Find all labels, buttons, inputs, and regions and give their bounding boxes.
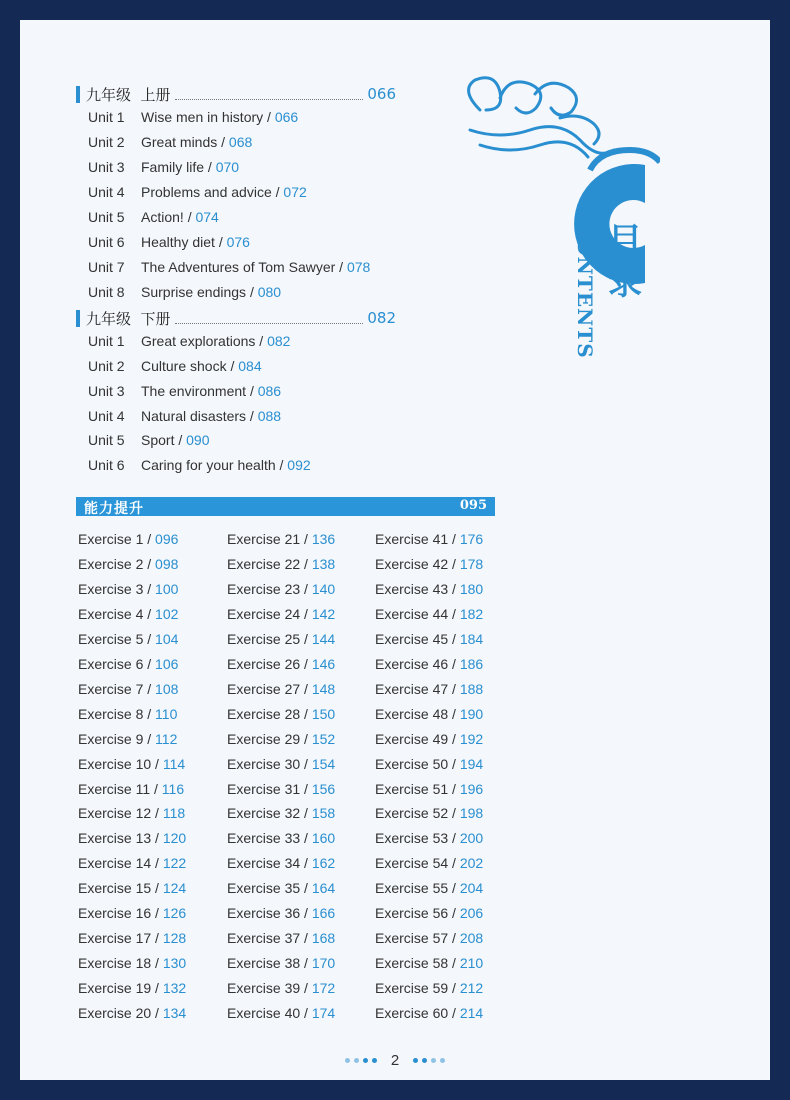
exercise-page: 186: [459, 655, 484, 672]
footer-dot: [440, 1058, 445, 1063]
exercise-page: 174: [311, 1005, 336, 1022]
exercise-page: 180: [459, 580, 484, 597]
unit-title: The environment /: [141, 383, 258, 399]
exercise-page: 120: [162, 830, 187, 847]
exercise-entry[interactable]: [375, 581, 483, 601]
exercise-page: 116: [161, 780, 185, 797]
exercise-page: 134: [162, 1005, 187, 1022]
exercise-entry[interactable]: [227, 805, 335, 825]
exercise-page: 144: [311, 630, 336, 647]
exercise-label: Exercise 51 /: [375, 780, 460, 797]
unit-title: Problems and advice /: [141, 184, 284, 200]
exercise-label: Exercise 40 /: [227, 1005, 312, 1022]
section-title: 九年级 上册: [86, 85, 171, 104]
unit-title: Great minds /: [141, 134, 229, 150]
footer-dot: [431, 1058, 436, 1063]
exercise-label: Exercise 8 /: [78, 705, 156, 722]
exercise-page: 172: [311, 980, 336, 997]
toc-unit-entry[interactable]: Unit 4 Problems and advice / 072: [88, 184, 307, 200]
exercise-label: Exercise 52 /: [375, 805, 460, 822]
page-number: 2: [390, 1051, 400, 1069]
exercise-entry[interactable]: [375, 606, 483, 626]
exercise-page: 210: [459, 955, 484, 972]
exercise-label: Exercise 54 /: [375, 855, 460, 872]
unit-page: 086: [257, 383, 282, 399]
unit-title: Natural disasters /: [141, 408, 258, 424]
toc-unit-entry[interactable]: Unit 3 The environment / 086: [88, 383, 282, 399]
unit-page: 076: [226, 234, 250, 250]
exercise-page: 168: [311, 930, 336, 947]
exercise-page: 184: [459, 630, 484, 647]
exercise-entry[interactable]: [375, 681, 483, 701]
page-footer: [20, 1050, 770, 1070]
exercise-page: 104: [155, 630, 179, 647]
unit-page: 068: [228, 134, 253, 150]
exercise-page: 192: [459, 730, 484, 747]
exercise-entry[interactable]: [375, 781, 483, 801]
exercise-entry[interactable]: [78, 606, 178, 626]
exercise-page: 164: [311, 880, 336, 897]
exercise-label: Exercise 37 /: [227, 930, 312, 947]
exercise-page: 158: [311, 805, 336, 822]
exercise-entry[interactable]: [78, 830, 186, 850]
exercise-entry[interactable]: [375, 955, 483, 975]
leader-dots: [175, 313, 364, 324]
exercise-entry[interactable]: [375, 980, 483, 1000]
exercise-entry[interactable]: [375, 1005, 483, 1025]
unit-page: 090: [186, 432, 210, 448]
exercise-label: Exercise 6 /: [78, 655, 156, 672]
exercise-label: Exercise 9 /: [78, 730, 156, 747]
exercise-entry[interactable]: [78, 955, 186, 975]
exercise-entry[interactable]: [375, 631, 483, 651]
footer-dot: [422, 1058, 427, 1063]
exercise-entry[interactable]: [78, 556, 178, 576]
exercise-entry[interactable]: [78, 656, 178, 676]
exercise-label: Exercise 23 /: [227, 580, 312, 597]
contents-title-cn: 目录: [608, 221, 642, 303]
exercise-page: 132: [162, 980, 187, 997]
exercise-entry[interactable]: [227, 556, 335, 576]
exercise-entry[interactable]: [78, 930, 186, 950]
exercise-entry[interactable]: [78, 880, 186, 900]
exercise-entry[interactable]: [78, 855, 186, 875]
exercise-label: Exercise 7 /: [78, 680, 156, 697]
exercise-entry[interactable]: [78, 756, 185, 776]
exercise-entry[interactable]: [78, 805, 185, 825]
exercise-label: Exercise 3 /: [78, 580, 156, 597]
toc-unit-entry[interactable]: Unit 2 Culture shock / 084: [88, 358, 262, 374]
exercise-page: 204: [459, 880, 484, 897]
exercise-label: Exercise 55 /: [375, 880, 460, 897]
ability-section-banner[interactable]: [76, 497, 495, 516]
unit-title: Action! /: [141, 209, 196, 225]
exercise-label: Exercise 49 /: [375, 730, 460, 747]
exercise-page: 100: [155, 580, 179, 597]
unit-page: 088: [257, 408, 282, 424]
exercise-entry[interactable]: [78, 731, 177, 751]
exercise-label: Exercise 34 /: [227, 855, 312, 872]
exercise-page: 162: [311, 855, 336, 872]
exercise-page: 188: [459, 680, 484, 697]
cloud-swirl-icon: [469, 78, 501, 110]
unit-title: The Adventures of Tom Sawyer /: [141, 259, 347, 275]
unit-page: 080: [257, 284, 282, 300]
toc-unit-entry[interactable]: Unit 1 Great explorations / 082: [88, 333, 291, 349]
exercise-entry[interactable]: [375, 756, 483, 776]
exercise-page: 138: [311, 555, 336, 572]
exercise-label: Exercise 26 /: [227, 655, 312, 672]
exercise-entry[interactable]: [375, 556, 483, 576]
exercise-page: 206: [459, 905, 484, 922]
exercise-page: 110: [155, 705, 178, 722]
exercise-label: Exercise 29 /: [227, 730, 312, 747]
exercise-entry[interactable]: [375, 805, 483, 825]
unit-page: 078: [346, 259, 371, 275]
unit-title: Great explorations /: [141, 333, 268, 349]
exercise-entry[interactable]: [78, 581, 178, 601]
unit-page: 070: [215, 159, 240, 175]
section-marker: [76, 310, 80, 327]
banner-page: 095: [459, 498, 487, 513]
exercise-label: Exercise 11 /: [78, 780, 162, 797]
exercise-label: Exercise 18 /: [78, 955, 163, 972]
exercise-label: Exercise 46 /: [375, 655, 460, 672]
unit-page: 074: [195, 209, 219, 225]
footer-dot: [354, 1058, 359, 1063]
exercise-page: 166: [311, 905, 336, 922]
toc-unit-entry[interactable]: Unit 8 Surprise endings / 080: [88, 284, 282, 300]
exercise-entry[interactable]: [227, 631, 335, 651]
exercise-page: 108: [155, 680, 179, 697]
exercise-label: Exercise 53 /: [375, 830, 460, 847]
exercise-page: 150: [311, 705, 336, 722]
exercise-label: Exercise 33 /: [227, 830, 312, 847]
exercise-label: Exercise 56 /: [375, 905, 460, 922]
exercise-entry[interactable]: [227, 656, 335, 676]
exercise-label: Exercise 45 /: [375, 630, 460, 647]
exercise-entry[interactable]: [227, 781, 335, 801]
exercise-label: Exercise 50 /: [375, 755, 460, 772]
section-title: 九年级 下册: [86, 309, 171, 328]
exercise-entry[interactable]: [375, 656, 483, 676]
toc-unit-entry[interactable]: Unit 4 Natural disasters / 088: [88, 408, 282, 424]
toc-unit-entry[interactable]: Unit 2 Great minds / 068: [88, 134, 253, 150]
exercise-page: 182: [459, 605, 484, 622]
exercise-entry[interactable]: [227, 681, 335, 701]
exercise-label: Exercise 17 /: [78, 930, 163, 947]
exercise-label: Exercise 25 /: [227, 630, 312, 647]
exercise-entry[interactable]: [375, 830, 483, 850]
exercise-page: 140: [311, 580, 336, 597]
exercise-page: 214: [459, 1005, 484, 1022]
exercise-page: 176: [459, 531, 484, 547]
exercise-label: Exercise 59 /: [375, 980, 460, 997]
unit-title: Surprise endings /: [141, 284, 258, 300]
exercise-page: 096: [155, 531, 179, 547]
exercise-page: 122: [162, 855, 187, 872]
exercise-label: Exercise 30 /: [227, 755, 312, 772]
exercise-page: 112: [155, 730, 178, 747]
footer-dot: [345, 1058, 350, 1063]
exercise-entry[interactable]: [227, 855, 335, 875]
exercise-entry[interactable]: [375, 905, 483, 925]
exercise-page: 154: [311, 755, 336, 772]
exercise-entry[interactable]: [78, 706, 177, 726]
exercise-page: 114: [162, 755, 186, 772]
toc-unit-entry[interactable]: Unit 6 Healthy diet / 076: [88, 234, 250, 250]
exercise-label: Exercise 4 /: [78, 605, 156, 622]
exercise-page: 208: [459, 930, 484, 947]
unit-title: Family life /: [141, 159, 216, 175]
exercise-page: 130: [162, 955, 187, 972]
exercise-page: 160: [311, 830, 336, 847]
contents-page: [20, 20, 770, 1080]
exercise-page: 196: [459, 780, 484, 797]
exercise-entry[interactable]: [375, 706, 483, 726]
exercise-label: Exercise 35 /: [227, 880, 312, 897]
exercise-page: 148: [311, 680, 336, 697]
toc-unit-entry[interactable]: Unit 7 The Adventures of Tom Sawyer / 078: [88, 259, 371, 275]
exercise-label: Exercise 57 /: [375, 930, 460, 947]
exercise-label: Exercise 27 /: [227, 680, 312, 697]
exercise-entry[interactable]: [375, 930, 483, 950]
exercise-label: Exercise 24 /: [227, 605, 312, 622]
exercise-entry[interactable]: [227, 731, 335, 751]
exercise-page: 178: [459, 555, 484, 572]
exercise-page: 194: [459, 755, 484, 772]
banner-title: 能力提升: [84, 501, 144, 517]
unit-title: Healthy diet /: [141, 234, 227, 250]
section-page: 066: [367, 85, 396, 103]
section-heading-grade9-vol2: [76, 307, 396, 329]
footer-dot: [413, 1058, 418, 1063]
exercise-label: Exercise 42 /: [375, 555, 460, 572]
contents-title-en: CONTENTS: [573, 221, 597, 359]
exercise-entry[interactable]: [78, 531, 178, 551]
exercise-entry[interactable]: [227, 980, 335, 1000]
exercise-entry[interactable]: [78, 905, 186, 925]
exercise-page: 146: [311, 655, 336, 672]
exercise-page: 142: [311, 605, 336, 622]
exercise-entry[interactable]: [78, 681, 178, 701]
footer-dot: [363, 1058, 368, 1063]
exercise-page: 128: [162, 930, 187, 947]
exercise-entry[interactable]: [227, 706, 335, 726]
exercise-entry[interactable]: [375, 855, 483, 875]
exercise-page: 118: [162, 805, 186, 822]
unit-page: 092: [287, 457, 311, 473]
exercise-label: Exercise 14 /: [78, 855, 163, 872]
exercise-page: 126: [162, 905, 187, 922]
exercise-label: Exercise 60 /: [375, 1005, 460, 1022]
exercise-entry[interactable]: [227, 531, 335, 551]
toc-unit-entry[interactable]: Unit 3 Family life / 070: [88, 159, 240, 175]
exercise-entry[interactable]: [227, 606, 335, 626]
unit-page: 066: [274, 109, 299, 125]
exercise-entry[interactable]: [78, 980, 186, 1000]
exercise-page: 170: [311, 955, 336, 972]
exercise-label: Exercise 22 /: [227, 555, 312, 572]
exercise-entry[interactable]: [78, 1005, 186, 1025]
exercise-label: Exercise 21 /: [227, 531, 312, 547]
toc-unit-entry[interactable]: Unit 1 Wise men in history / 066: [88, 109, 299, 125]
exercise-page: 098: [155, 555, 179, 572]
exercise-page: 190: [459, 705, 484, 722]
exercise-entry[interactable]: [227, 905, 335, 925]
exercise-label: Exercise 5 /: [78, 630, 156, 647]
unit-title: Culture shock /: [141, 358, 239, 374]
exercise-page: 136: [311, 531, 336, 547]
unit-title: Wise men in history /: [141, 109, 275, 125]
exercise-page: 152: [311, 730, 336, 747]
exercise-page: 102: [155, 605, 179, 622]
unit-page: 082: [267, 333, 291, 349]
exercise-entry[interactable]: [375, 880, 483, 900]
exercise-page: 106: [155, 655, 179, 672]
exercise-entry[interactable]: [227, 830, 335, 850]
exercise-entry[interactable]: [227, 955, 335, 975]
exercise-label: Exercise 32 /: [227, 805, 312, 822]
footer-dot: [372, 1058, 377, 1063]
section-heading-grade9-vol1: [76, 83, 396, 105]
exercise-label: Exercise 31 /: [227, 780, 312, 797]
exercise-entry[interactable]: [227, 581, 335, 601]
exercise-label: Exercise 58 /: [375, 955, 460, 972]
exercise-entry[interactable]: [78, 631, 178, 651]
exercise-page: 202: [459, 855, 484, 872]
exercise-label: Exercise 2 /: [78, 555, 156, 572]
exercise-entry[interactable]: [227, 880, 335, 900]
exercise-label: Exercise 38 /: [227, 955, 312, 972]
toc-unit-entry[interactable]: Unit 6 Caring for your health / 092: [88, 457, 311, 473]
exercise-entry[interactable]: [227, 756, 335, 776]
exercise-label: Exercise 16 /: [78, 905, 163, 922]
exercise-label: Exercise 47 /: [375, 680, 460, 697]
exercise-entry[interactable]: [227, 930, 335, 950]
section-page: 082: [367, 309, 396, 327]
exercise-label: Exercise 43 /: [375, 580, 460, 597]
leader-dots: [175, 89, 364, 100]
exercise-entry[interactable]: [375, 731, 483, 751]
exercise-label: Exercise 19 /: [78, 980, 163, 997]
exercise-label: Exercise 13 /: [78, 830, 163, 847]
unit-page: 072: [283, 184, 307, 200]
unit-title: Sport /: [141, 432, 187, 448]
exercise-page: 198: [459, 805, 484, 822]
toc-unit-entry[interactable]: Unit 5 Sport / 090: [88, 432, 210, 448]
exercise-label: Exercise 15 /: [78, 880, 163, 897]
unit-title: Caring for your health /: [141, 457, 288, 473]
exercise-label: Exercise 41 /: [375, 531, 460, 547]
exercise-entry[interactable]: [375, 531, 483, 551]
exercise-label: Exercise 44 /: [375, 605, 460, 622]
exercise-page: 156: [311, 780, 336, 797]
unit-page: 084: [238, 358, 262, 374]
exercise-label: Exercise 39 /: [227, 980, 312, 997]
toc-unit-entry[interactable]: Unit 5 Action! / 074: [88, 209, 219, 225]
exercise-label: Exercise 28 /: [227, 705, 312, 722]
exercise-label: Exercise 1 /: [78, 531, 156, 547]
exercise-entry[interactable]: [227, 1005, 335, 1025]
exercise-label: Exercise 48 /: [375, 705, 460, 722]
exercise-label: Exercise 10 /: [78, 755, 163, 772]
exercise-page: 200: [459, 830, 484, 847]
exercise-page: 212: [459, 980, 484, 997]
exercise-entry[interactable]: [78, 781, 184, 801]
exercise-page: 124: [162, 880, 187, 897]
exercise-label: Exercise 36 /: [227, 905, 312, 922]
exercise-label: Exercise 20 /: [78, 1005, 163, 1022]
section-marker: [76, 86, 80, 103]
exercise-label: Exercise 12 /: [78, 805, 163, 822]
